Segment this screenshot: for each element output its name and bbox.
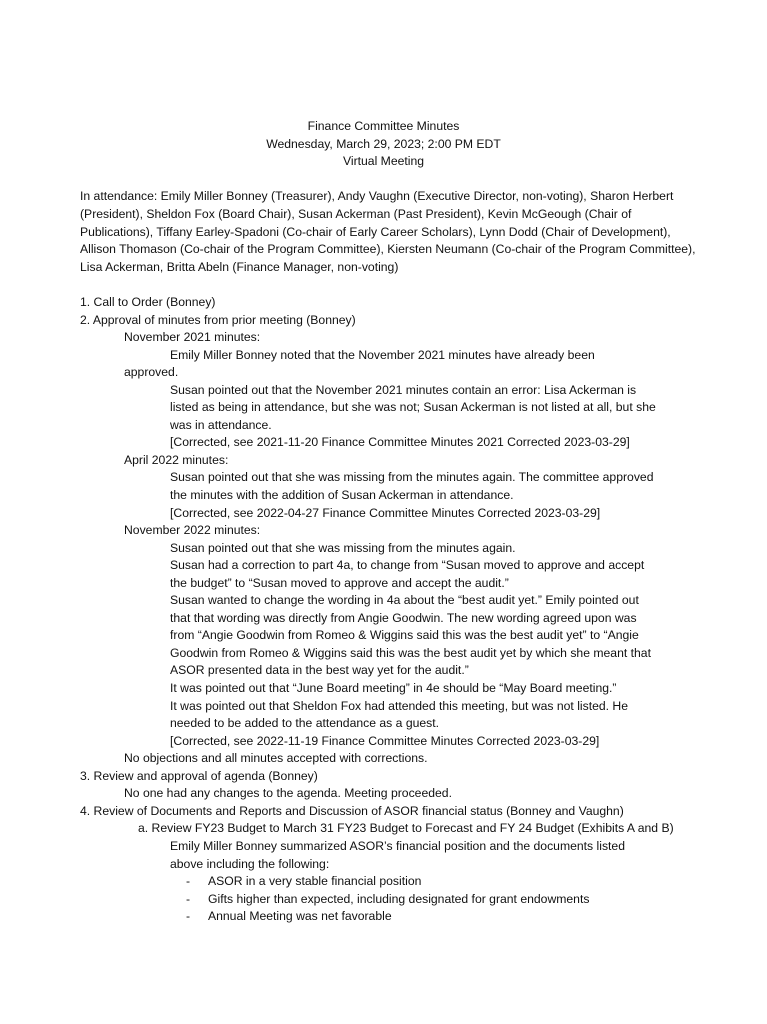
text-line: that that wording was directly from Angie Goodwin. The new wording agreed upon was	[170, 610, 637, 625]
text-line: Susan wanted to change the wording in 4a about the “best audit yet.” Emily pointed out	[170, 593, 639, 608]
bullet-marker: -	[186, 909, 191, 924]
text-line: the minutes with the addition of Susan Ackerman in attendance.	[170, 488, 514, 503]
bullet-text: ASOR in a very stable financial position	[208, 874, 422, 889]
meeting-location: Virtual Meeting	[342, 154, 425, 169]
text-line: Susan had a correction to part 4a, to change from “Susan moved to approve and accept	[170, 558, 645, 573]
document-header	[0, 118, 767, 171]
subheading-nov-2021: November 2021 minutes:	[124, 330, 261, 345]
agenda-item-2: 2. Approval of minutes from prior meeting (Bonney)	[80, 312, 356, 327]
agenda-item-4: 4. Review of Documents and Reports and Discussion of ASOR financial status (Bonney and Vaughn)	[80, 803, 624, 818]
text-line: No objections and all minutes accepted with corrections.	[124, 751, 428, 766]
subheading-apr-2022: April 2022 minutes:	[124, 452, 229, 467]
text-line: Susan pointed out that the November 2021 minutes contain an error: Lisa Ackerman is	[170, 382, 637, 397]
text-line: It was pointed out that Sheldon Fox had attended this meeting, but was not listed. He	[170, 698, 628, 713]
bullet-item	[0, 908, 767, 926]
correction-note: [Corrected, see 2021-11-20 Finance Committee Minutes 2021 Corrected 2023-03-29]	[170, 435, 630, 450]
correction-note: [Corrected, see 2022-04-27 Finance Committee Minutes Corrected 2023-03-29]	[170, 505, 601, 520]
text-line: needed to be added to the attendance as a guest.	[170, 716, 440, 731]
text-line: Susan pointed out that she was missing from the minutes again. The committee approved	[170, 470, 654, 485]
text-line: the budget” to “Susan moved to approve and accept the audit.”	[170, 575, 509, 590]
bullet-item	[0, 873, 767, 891]
bullet-marker: -	[186, 891, 191, 906]
text-line: approved.	[124, 365, 179, 380]
text-line: It was pointed out that “June Board meeting” in 4e should be “May Board meeting.”	[170, 681, 617, 696]
bullet-marker: -	[186, 874, 191, 889]
bullet-item	[0, 891, 767, 909]
correction-note: [Corrected, see 2022-11-19 Finance Committee Minutes Corrected 2023-03-29]	[170, 733, 600, 748]
meeting-date: Wednesday, March 29, 2023; 2:00 PM EDT	[266, 136, 501, 151]
document-title: Finance Committee Minutes	[307, 119, 460, 133]
text-line: No one had any changes to the agenda. Meeting proceeded.	[124, 786, 452, 801]
text-line: from “Angie Goodwin from Romeo & Wiggins said this was the best audit yet” to “Angie	[170, 628, 639, 643]
text-line: Susan pointed out that she was missing from the minutes again.	[170, 540, 516, 555]
text-line: was in attendance.	[170, 417, 272, 432]
text-line: Emily Miller Bonney summarized ASOR’s financial position and the documents listed	[170, 838, 625, 853]
subitem-4a: a. Review FY23 Budget to March 31 FY23 Budget to Forecast and FY 24 Budget (Exhibits A and B)	[138, 821, 674, 836]
bullet-text: Annual Meeting was net favorable	[208, 909, 392, 924]
text-line: listed as being in attendance, but she was not; Susan Ackerman is not listed at all, but she	[170, 400, 656, 415]
subheading-nov-2022: November 2022 minutes:	[124, 523, 261, 538]
text-line: Goodwin from Romeo & Wiggins said this was the best audit yet by which she meant that	[170, 645, 651, 660]
text-line: ASOR presented data in the best way yet for the audit.”	[170, 663, 469, 678]
minutes-body	[0, 294, 767, 926]
attendance-paragraph: In attendance: Emily Miller Bonney (Treasurer), Andy Vaughn (Executive Director, non-voting), Sharon Herbert (President), Sheldon Fox (Board Chair), Susan Ackerman (Past President), Kevin McGeough (Chair of Publications), Tiffany Earley-Spadoni (Co-chair of Early Career Scholars), Lynn Dodd (Chair of Development), Allison Thomason (Co-chair of the Program Committee), Kiersten Neumann (Co-chair of the Program Committee), Lisa Ackerman, Britta Abeln (Finance Manager, non-voting)	[80, 189, 696, 275]
text-line: above including the following:	[170, 856, 330, 871]
bullet-text: Gifts higher than expected, including designated for grant endowments	[208, 891, 590, 906]
text-line: Emily Miller Bonney noted that the November 2021 minutes have already been	[170, 347, 595, 362]
agenda-item-1: 1. Call to Order (Bonney)	[80, 295, 216, 309]
agenda-item-3: 3. Review and approval of agenda (Bonney)	[80, 768, 318, 783]
